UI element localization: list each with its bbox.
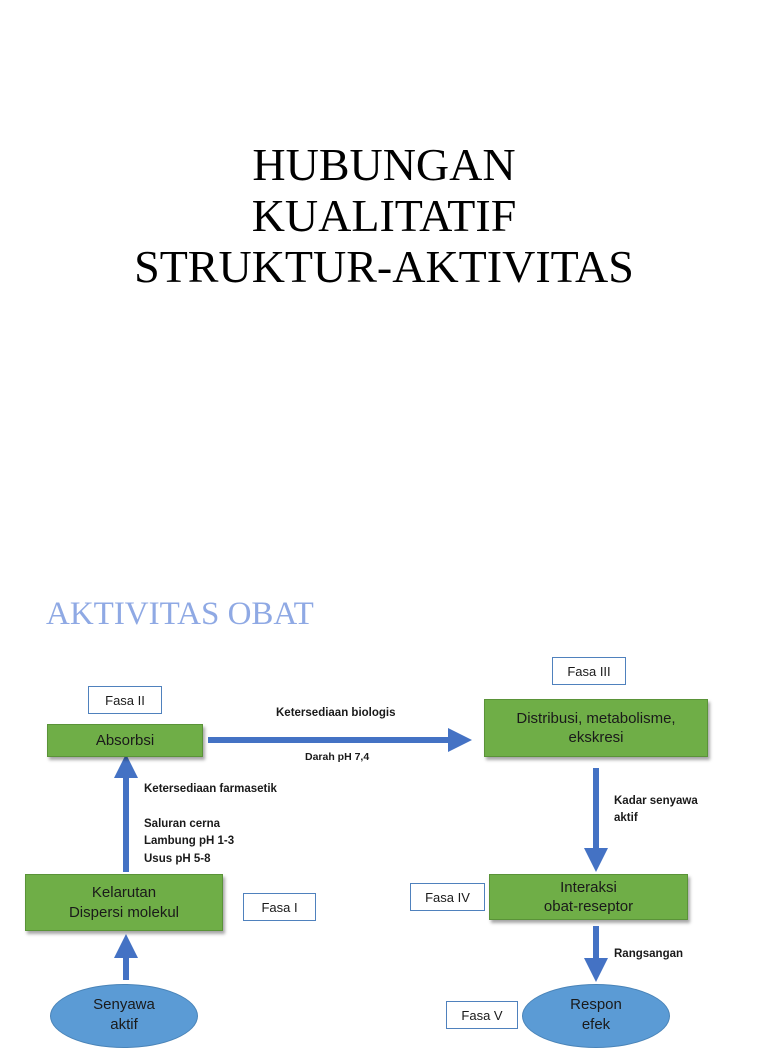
note-lambung-ph-line: Lambung pH 1-3 [144, 835, 235, 848]
ellipse-respon-line-2: efek [581, 1016, 611, 1034]
ellipse-senyawa-line-2: aktif [110, 1016, 138, 1034]
tag-fasa-2: Fasa II [88, 686, 162, 714]
note-rangsangan: Rangsangan [614, 948, 684, 960]
tag-fasa-5: Fasa V [446, 1001, 518, 1029]
title-line-1: HUBUNGAN [252, 139, 516, 190]
note-saluran-cerna-line: Saluran cerna [144, 818, 221, 830]
box-absorbsi-label: Absorbsi [95, 731, 155, 749]
ellipse-senyawa-line-1: Senyawa [93, 996, 155, 1013]
tag-fasa-4: Fasa IV [410, 883, 485, 911]
box-kelarutan-line-2: Dispersi molekul [68, 903, 180, 921]
note-saluran-cerna [144, 816, 234, 868]
note-kadar-senyawa [614, 793, 698, 828]
note-kadar-line-1: Kadar senyawa [614, 795, 698, 807]
box-interaksi [489, 874, 688, 920]
box-distribusi-line-2: ekskresi [568, 729, 624, 746]
title-line-3: STRUKTUR-AKTIVITAS [134, 241, 634, 292]
box-distribusi [484, 699, 708, 757]
ellipse-respon-line-1: Respon [570, 996, 622, 1013]
note-kadar-line-2: aktif [614, 812, 638, 825]
note-ketersediaan-farmasetik: Ketersediaan farmasetik [144, 783, 277, 795]
box-kelarutan [25, 874, 223, 931]
ellipse-senyawa [50, 984, 198, 1048]
box-distribusi-line-1: Distribusi, metabolisme, [516, 709, 676, 727]
tag-fasa-3: Fasa III [552, 657, 626, 685]
slide-heading: AKTIVITAS OBAT [46, 596, 314, 632]
note-usus-ph-line: Usus pH 5-8 [144, 852, 211, 865]
title-line-2: KUALITATIF [251, 190, 517, 241]
note-ketersediaan-biologis: Ketersediaan biologis [276, 707, 396, 719]
note-darah-ph: Darah pH 7,4 [305, 751, 370, 763]
ellipse-respon [522, 984, 670, 1048]
box-interaksi-line-1: Interaksi [560, 878, 617, 896]
box-kelarutan-line-1: Kelarutan [91, 884, 157, 901]
box-absorbsi [47, 724, 203, 757]
tag-fasa-1: Fasa I [243, 893, 316, 921]
box-interaksi-line-2: obat-reseptor [543, 898, 634, 915]
